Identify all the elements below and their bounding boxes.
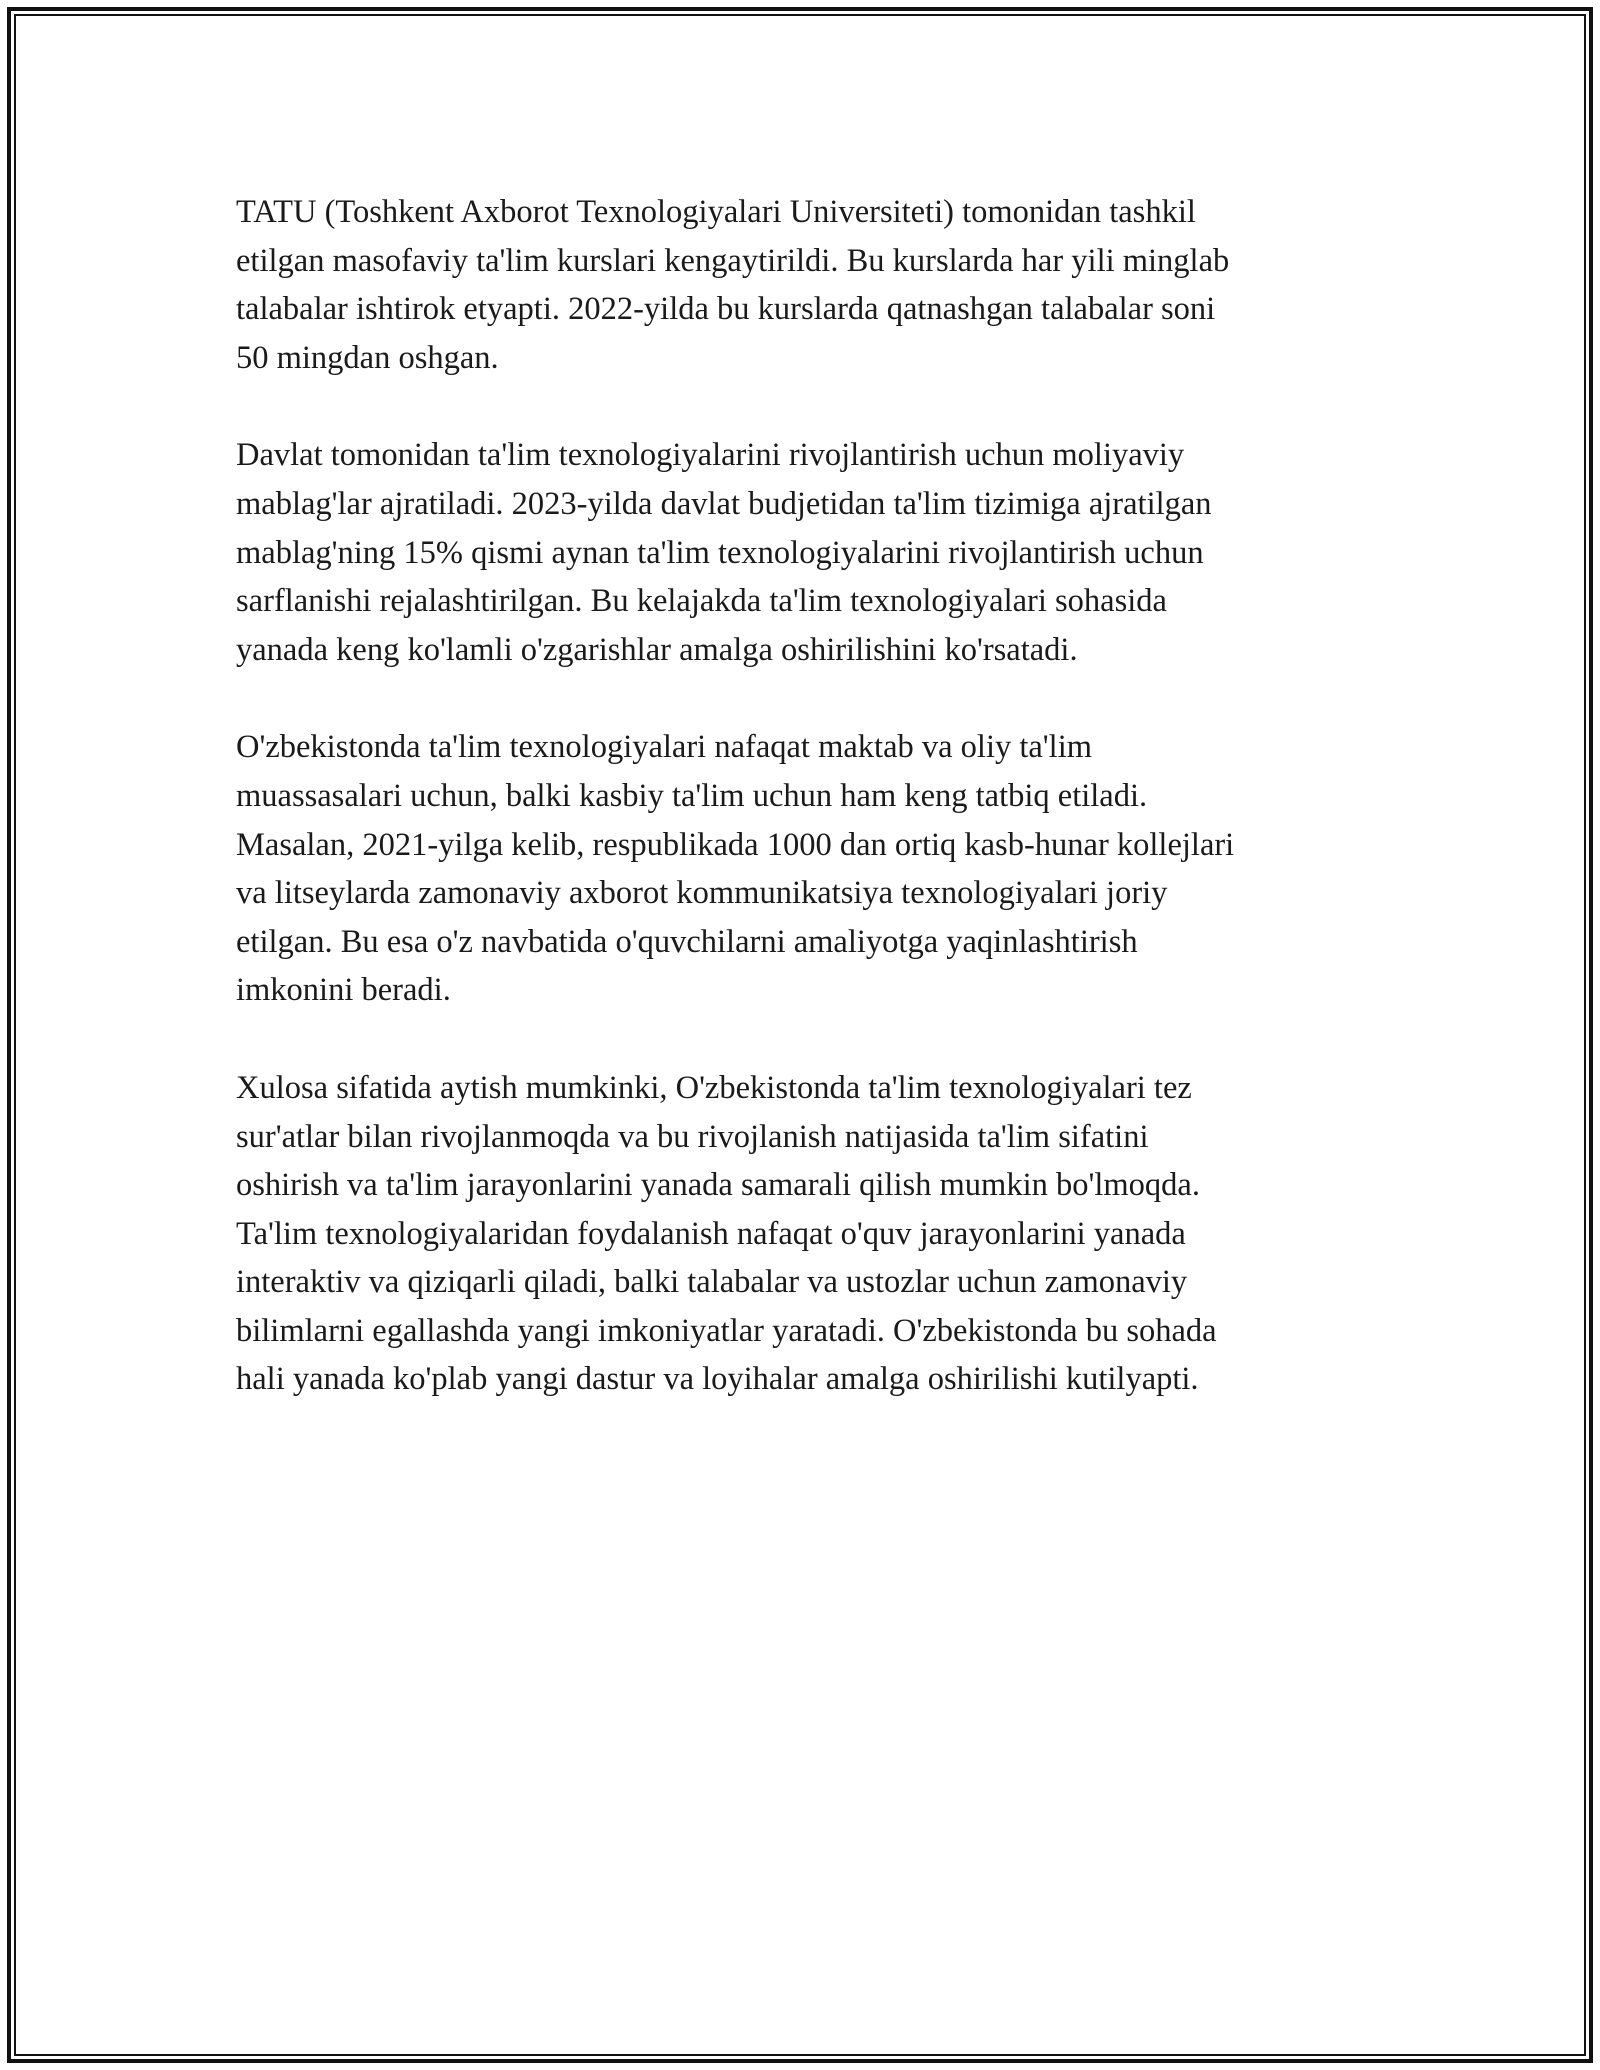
document-body xyxy=(236,188,1386,1453)
text-line: Masalan, 2021-yilga kelib, respublikada 1000 dan ortiq kasb-hunar kollejlari xyxy=(236,826,1235,863)
text-line: hali yanada ko'plab yangi dastur va loyihalar amalga oshirilishi kutilyapti. xyxy=(236,1361,1199,1398)
text-line: etilgan masofaviy ta'lim kurslari kengaytirildi. Bu kurslarda har yili minglab xyxy=(236,242,1230,279)
text-line: oshirish va ta'lim jarayonlarini yanada samarali qilish mumkin bo'lmoqda. xyxy=(236,1167,1200,1204)
text-line: mablag'lar ajratiladi. 2023-yilda davlat budjetidan ta'lim tizimiga ajratilgan xyxy=(236,485,1212,522)
text-line: TATU (Toshkent Axborot Texnologiyalari Universiteti) tomonidan tashkil xyxy=(236,194,1196,230)
text-line: O'zbekistonda ta'lim texnologiyalari nafaqat maktab va oliy ta'lim xyxy=(236,729,1092,766)
text-line: talabalar ishtirok etyapti. 2022-yilda bu kurslarda qatnashgan talabalar soni xyxy=(236,291,1216,328)
text-line: Davlat tomonidan ta'lim texnologiyalarini rivojlantirish uchun moliyaviy xyxy=(236,437,1185,474)
paragraph-4 xyxy=(236,1064,1386,1404)
text-line: sur'atlar bilan rivojlanmoqda va bu rivojlanish natijasida ta'lim sifatini xyxy=(236,1118,1149,1155)
paragraph-3 xyxy=(236,723,1386,1015)
paragraph-2 xyxy=(236,431,1386,674)
text-line: imkonini beradi. xyxy=(236,972,451,1009)
text-line: yanada keng ko'lamli o'zgarishlar amalga oshirilishini ko'rsatadi. xyxy=(236,631,1078,668)
text-line: etilgan. Bu esa o'z navbatida o'quvchilarni amaliyotga yaqinlashtirish xyxy=(236,923,1138,960)
text-line: va litseylarda zamonaviy axborot kommunikatsiya texnologiyalari joriy xyxy=(236,875,1168,912)
text-line: interaktiv va qiziqarli qiladi, balki talabalar va ustozlar uchun zamonaviy xyxy=(236,1264,1188,1301)
text-line: bilimlarni egallashda yangi imkoniyatlar yaratadi. O'zbekistonda bu sohada xyxy=(236,1312,1217,1349)
text-line: Ta'lim texnologiyalaridan foydalanish nafaqat o'quv jarayonlarini yanada xyxy=(236,1215,1186,1252)
paragraph-1 xyxy=(236,188,1386,382)
text-line: mablag'ning 15% qismi aynan ta'lim texnologiyalarini rivojlantirish uchun xyxy=(236,534,1204,571)
text-line: 50 mingdan oshgan. xyxy=(236,339,499,376)
text-line: sarflanishi rejalashtirilgan. Bu kelajakda ta'lim texnologiyalari sohasida xyxy=(236,583,1167,620)
text-line: Xulosa sifatida aytish mumkinki, O'zbekistonda ta'lim texnologiyalari tez xyxy=(236,1069,1192,1106)
text-line: muassasalari uchun, balki kasbiy ta'lim uchun ham keng tatbiq etiladi. xyxy=(236,777,1148,814)
